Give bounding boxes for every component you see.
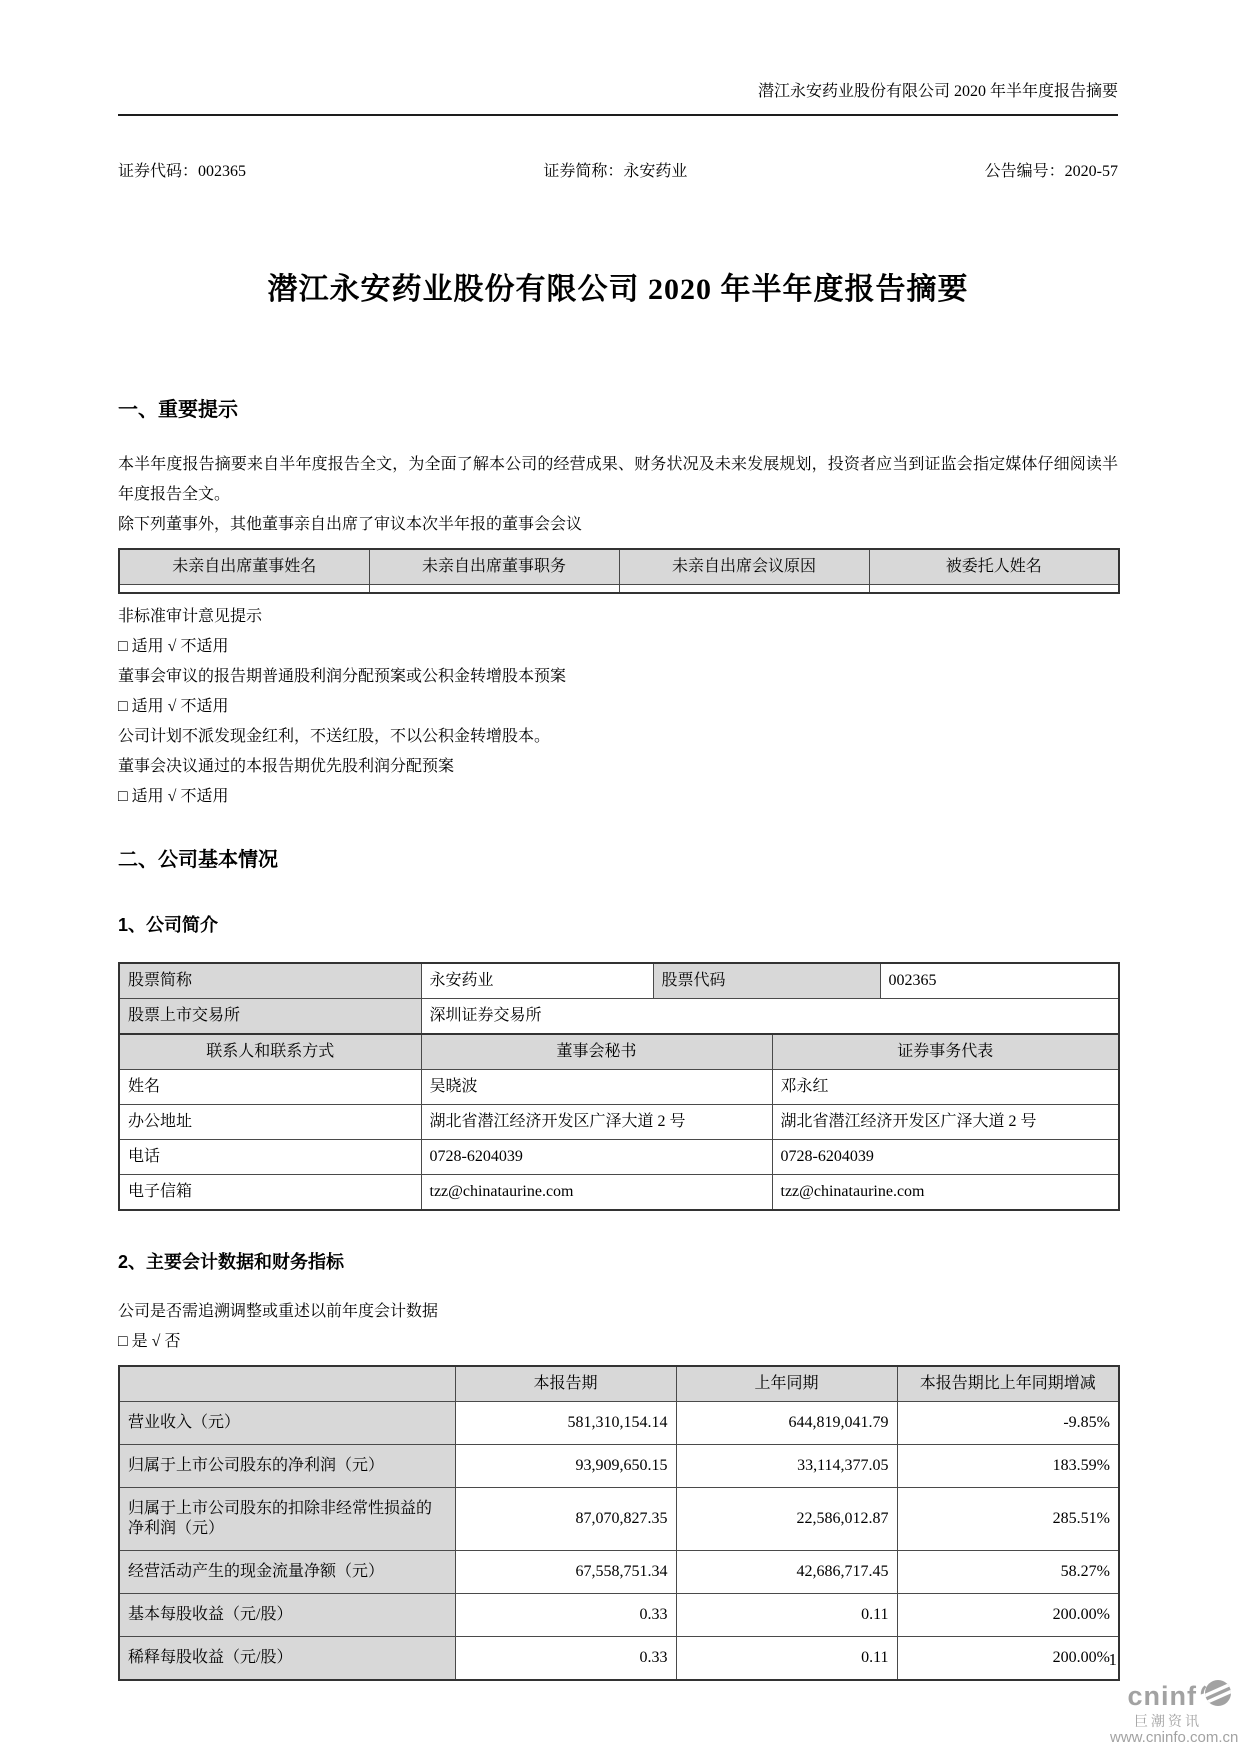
- column-header: 本报告期比上年同期增减: [897, 1366, 1119, 1402]
- cninfo-url: www.cninfo.com.cn: [1110, 1729, 1239, 1746]
- table-row: [119, 1637, 1119, 1681]
- notice-line: 非标准审计意见提示: [118, 608, 263, 625]
- metric-prior: 42,686,717.45: [676, 1551, 897, 1594]
- metric-change: -9.85%: [897, 1402, 1119, 1445]
- column-header: 本报告期: [455, 1366, 676, 1402]
- cninfo-watermark: [1110, 1678, 1239, 1747]
- metric-prior: 644,819,041.79: [676, 1402, 897, 1445]
- metric-prior: 33,114,377.05: [676, 1445, 897, 1488]
- column-header: 未亲自出席董事姓名: [119, 549, 369, 585]
- restatement-checkbox-line: □ 是 √ 否: [118, 1333, 181, 1350]
- notice-line: 董事会审议的报告期普通股利润分配预案或公积金转增股本预案: [118, 668, 567, 685]
- column-header: 未亲自出席董事职务: [369, 549, 619, 585]
- empty-cell: [369, 585, 619, 594]
- notice-checkbox-line: □ 适用 √ 不适用: [118, 788, 229, 805]
- metric-current: 0.33: [455, 1637, 676, 1681]
- table-header-row: [119, 1366, 1119, 1402]
- security-meta-row: [118, 160, 1118, 184]
- table-row: [119, 1175, 1119, 1211]
- metric-current: 67,558,751.34: [455, 1551, 676, 1594]
- metric-prior: 0.11: [676, 1594, 897, 1637]
- table-row: [119, 963, 1119, 999]
- document-title: 潜江永安药业股份有限公司 2020 年半年度报告摘要: [267, 273, 969, 306]
- column-header: 联系人和联系方式: [119, 1034, 421, 1070]
- table-header-row: [119, 549, 1119, 585]
- metric-current: 581,310,154.14: [455, 1402, 676, 1445]
- table-header-row: [119, 1034, 1119, 1070]
- metric-label: 营业收入（元）: [119, 1402, 455, 1445]
- table-row: [119, 999, 1119, 1035]
- table-row: [119, 1551, 1119, 1594]
- cell-value: 邓永红: [772, 1070, 1119, 1105]
- table-row: [119, 1445, 1119, 1488]
- cell-value: 吴晓波: [421, 1070, 772, 1105]
- notice-checkbox-line: □ 适用 √ 不适用: [118, 638, 229, 655]
- cninfo-chinese-name: 巨潮资讯: [1134, 1713, 1202, 1729]
- notice-line: 公司计划不派发现金红利，不送红股，不以公积金转增股本。: [118, 728, 551, 745]
- page-content: [118, 0, 1118, 1681]
- absent-directors-table: [118, 548, 1120, 594]
- table-row: [119, 1070, 1119, 1105]
- table-row: [119, 1488, 1119, 1551]
- metric-label: 归属于上市公司股东的净利润（元）: [119, 1445, 455, 1488]
- empty-cell: [119, 585, 369, 594]
- cell-value: 深圳证券交易所: [421, 999, 1119, 1035]
- column-header: 被委托人姓名: [869, 549, 1119, 585]
- column-header: 证券事务代表: [772, 1034, 1119, 1070]
- metric-current: 87,070,827.35: [455, 1488, 676, 1551]
- metric-label: 经营活动产生的现金流量净额（元）: [119, 1551, 455, 1594]
- metric-label: 稀释每股收益（元/股）: [119, 1637, 455, 1681]
- row-label: 股票代码: [653, 963, 880, 999]
- metric-change: 183.59%: [897, 1445, 1119, 1488]
- running-header: 潜江永安药业股份有限公司 2020 年半年度报告摘要: [118, 0, 1118, 116]
- subsection-heading-key-financials: 2、主要会计数据和财务指标: [118, 1252, 345, 1272]
- metric-current: 0.33: [455, 1594, 676, 1637]
- cninfo-brand-text: cninf: [1127, 1680, 1197, 1711]
- table-row: [119, 1140, 1119, 1175]
- notice-attendance-line: 除下列董事外，其他董事亲自出席了审议本次半年报的董事会会议: [118, 516, 583, 533]
- restatement-note: 公司是否需追溯调整或重述以前年度会计数据: [118, 1303, 439, 1320]
- stock-abbreviation: 证券简称：永安药业: [543, 163, 688, 180]
- metric-current: 93,909,650.15: [455, 1445, 676, 1488]
- stock-code: 证券代码：002365: [118, 163, 247, 180]
- metric-change: 58.27%: [897, 1551, 1119, 1594]
- table-row: [119, 1402, 1119, 1445]
- cell-value: 永安药业: [421, 963, 653, 999]
- cell-value: 湖北省潜江经济开发区广泽大道 2 号: [772, 1105, 1119, 1140]
- section-heading-important-notice: 一、重要提示: [118, 399, 238, 421]
- metric-label: 基本每股收益（元/股）: [119, 1594, 455, 1637]
- notice-checkbox-line: □ 适用 √ 不适用: [118, 698, 229, 715]
- column-header: 上年同期: [676, 1366, 897, 1402]
- cell-value: tzz@chinataurine.com: [772, 1175, 1119, 1211]
- empty-cell: [619, 585, 869, 594]
- cninfo-swirl-logo-icon: [1199, 1678, 1232, 1713]
- row-label: 电话: [119, 1140, 421, 1175]
- cell-value: 0728-6204039: [421, 1140, 772, 1175]
- metric-prior: 22,586,012.87: [676, 1488, 897, 1551]
- contact-table: [118, 1033, 1120, 1211]
- table-row: [119, 1105, 1119, 1140]
- cell-value: 002365: [880, 963, 1119, 999]
- financial-table: [118, 1365, 1120, 1681]
- row-label: 办公地址: [119, 1105, 421, 1140]
- metric-prior: 0.11: [676, 1637, 897, 1681]
- section-heading-company-basics: 二、公司基本情况: [118, 849, 278, 871]
- metric-change: 200.00%: [897, 1637, 1119, 1681]
- page-number: 1: [1108, 1650, 1117, 1669]
- company-info-table: [118, 962, 1120, 1035]
- cell-value: 湖北省潜江经济开发区广泽大道 2 号: [421, 1105, 772, 1140]
- row-label: 股票简称: [119, 963, 421, 999]
- column-header: 未亲自出席会议原因: [619, 549, 869, 585]
- row-label: 股票上市交易所: [119, 999, 421, 1035]
- empty-cell: [869, 585, 1119, 594]
- row-label: 电子信箱: [119, 1175, 421, 1211]
- table-row: [119, 585, 1119, 594]
- cell-value: tzz@chinataurine.com: [421, 1175, 772, 1211]
- column-header: 董事会秘书: [421, 1034, 772, 1070]
- subsection-heading-company-profile: 1、公司简介: [118, 915, 219, 935]
- notice-paragraph: 本半年度报告摘要来自半年度报告全文，为全面了解本公司的经营成果、财务状况及未来发展规划，投资者应当到证监会指定媒体仔细阅读半年度报告全文。: [118, 456, 1118, 503]
- cninfo-brand-row: [1110, 1678, 1232, 1713]
- announcement-number: 公告编号：2020-57: [984, 163, 1118, 180]
- column-header: [119, 1366, 455, 1402]
- table-row: [119, 1594, 1119, 1637]
- metric-label: 归属于上市公司股东的扣除非经常性损益的净利润（元）: [119, 1488, 455, 1551]
- notice-line: 董事会决议通过的本报告期优先股利润分配预案: [118, 758, 455, 775]
- row-label: 姓名: [119, 1070, 421, 1105]
- metric-change: 285.51%: [897, 1488, 1119, 1551]
- cell-value: 0728-6204039: [772, 1140, 1119, 1175]
- metric-change: 200.00%: [897, 1594, 1119, 1637]
